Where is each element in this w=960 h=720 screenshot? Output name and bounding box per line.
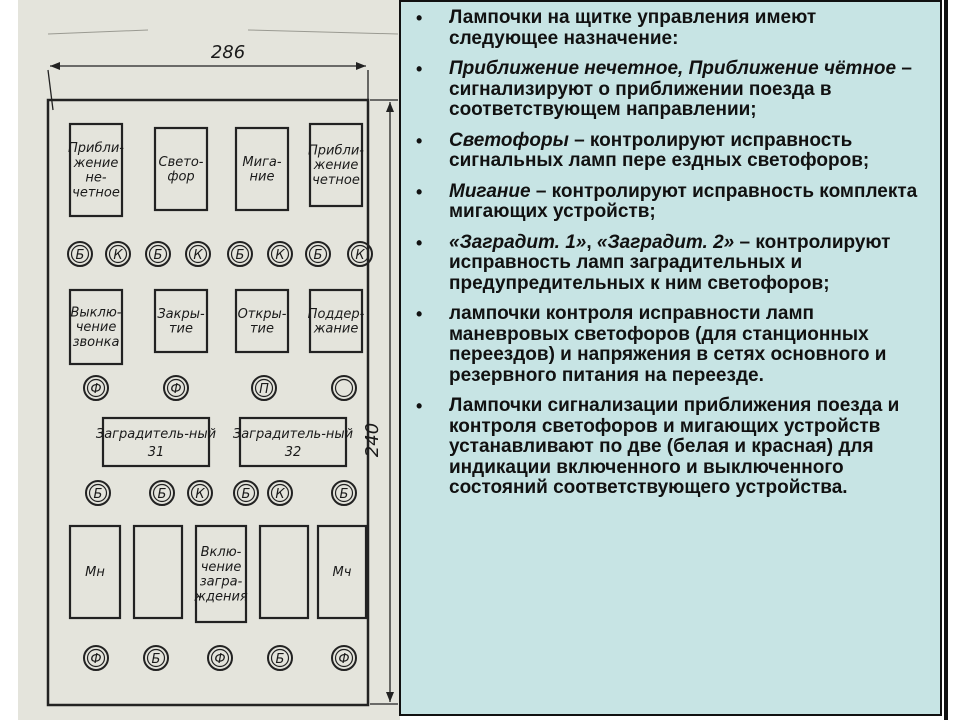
indicator-label-row6-2-line-2: загра-: [199, 574, 243, 590]
indicator-label-row6-0-line-0: Мн: [85, 565, 105, 581]
lamp-row2-2-letter: Б: [153, 248, 163, 263]
item-blinking-term: Мигание: [449, 180, 531, 202]
item-intro: • Лампочки на щитке управления имеют следующее назначение:: [416, 7, 817, 49]
item-blinking: • Мигание – контролируют исправность комплекта мигающих устройств;: [416, 180, 918, 222]
item-signaling: • Лампочки сигнализации приближения поезда и контроля светофоров и мигающих устройств устанавливают по две (белая и красная) для индикации включенного и выключенного состояний соответствующего устройства.: [416, 395, 900, 498]
item-signaling-text: Лампочки сигнализации приближения поезда и контроля светофоров и мигающих устройств устанавливают по две (белая и красная) для индикации включенного и выключенного состояний соответствующего устройства.: [449, 395, 900, 498]
indicator-label-row1-0-line-3: четное: [72, 185, 120, 201]
indicator-label-row3-2-line-0: Откры-: [237, 306, 287, 322]
item-signals: • Светофоры – контролируют исправность сигнальных ламп пере ездных светофоров;: [416, 129, 870, 171]
indicator-label-row6-4-line-0: Мч: [332, 565, 352, 581]
indicator-label-row1-2-line-0: Мига-: [242, 154, 282, 170]
lamp-row7-3-letter: Б: [275, 652, 285, 667]
item-barrier: • «Заградит. 1», «Заградит. 2» – контролируют исправность ламп заградительных и предупредительных к ним светофоров;: [416, 231, 891, 294]
item-control-lamps: • лампочки контроля исправности ламп маневровых светофоров (для станционных переездов) и напряжения в сетях основного и резервного питания на переезде.: [416, 303, 887, 386]
indicator-label-row1-3-line-2: четное: [312, 173, 360, 189]
lamp-row2-4-letter: Б: [235, 248, 245, 263]
indicator-label-row3-2-line-1: тие: [249, 321, 275, 337]
dimension-width-label: 286: [210, 42, 246, 63]
lamp-row2-5-letter: К: [275, 248, 285, 263]
panel-diagram: [18, 0, 400, 720]
item-barrier-term-2: «Заградит. 2»: [596, 231, 735, 253]
indicator-label-row1-3-line-0: Прибли-: [308, 143, 364, 159]
item-control-lamps-text: лампочки контроля исправности ламп маневровых светофоров (для станционных переездов) и напряжения в сетях основного и резервного питания на переезде.: [449, 303, 887, 386]
barrier-label-0-line-1: 31: [147, 445, 165, 460]
lamp-row7-0-letter: Ф: [90, 652, 102, 667]
lamp-row4-3-inner: [336, 380, 353, 397]
lamp-row5-2-letter: К: [195, 487, 205, 502]
indicator-label-row1-3-line-1: жение: [313, 158, 359, 174]
panel-drawing: [18, 0, 400, 720]
indicator-label-row3-1-line-0: Закры-: [157, 306, 205, 322]
item-barrier-sep: ,: [586, 231, 597, 253]
item-approach-text: – сигнализируют о приближении поезда в соответствующем направлении;: [449, 58, 912, 120]
indicator-label-row3-0-line-1: чение: [75, 320, 117, 336]
dimension-arrow-bottom: [386, 692, 394, 702]
item-blinking-text: – контролируют исправность комплекта мигающих устройств;: [449, 180, 918, 222]
lamp-row2-6-letter: Б: [313, 248, 323, 263]
lamp-row7-1-letter: Б: [151, 652, 161, 667]
indicator-label-row1-2-line-1: ние: [249, 169, 275, 185]
item-signals-text: – контролируют исправность сигнальных ламп пере ездных светофоров;: [449, 129, 870, 171]
lamp-row5-5-letter: Б: [339, 487, 349, 502]
lamp-row5-4-letter: К: [275, 487, 285, 502]
dimension-arrow-right: [356, 62, 366, 70]
indicator-label-row3-0-line-2: звонка: [72, 335, 120, 351]
indicator-label-row1-1-line-1: фор: [167, 169, 195, 185]
indicator-box-row6-1: [134, 526, 182, 618]
item-barrier-term-1: «Заградит. 1»: [449, 231, 587, 253]
indicator-label-row6-2-line-3: ждения: [194, 589, 248, 605]
item-signals-term: Светофоры: [449, 129, 569, 151]
dimension-arrow-left: [50, 62, 60, 70]
item-approach: • Приближение нечетное, Приближение чётное – сигнализируют о приближении поезда в соответствующем направлении;: [416, 58, 912, 120]
dimension-height-label: 240: [362, 422, 383, 458]
description-box: [399, 0, 942, 716]
indicator-label-row1-0-line-2: не-: [85, 170, 107, 186]
indicator-box-row6-3: [260, 526, 308, 618]
lamp-row2-0-letter: Б: [75, 248, 85, 263]
scan-mark: [48, 30, 148, 34]
lamp-row4-0-letter: Ф: [90, 382, 102, 397]
indicator-label-row3-1-line-1: тие: [168, 321, 194, 337]
lamp-row4-2-letter: П: [259, 382, 269, 397]
lamp-row5-1-letter: Б: [157, 487, 167, 502]
indicator-label-row3-3-line-1: жание: [313, 321, 359, 337]
lamp-row7-2-letter: Ф: [214, 652, 226, 667]
lamp-row5-3-letter: Б: [241, 487, 251, 502]
barrier-label-1-line-1: 32: [284, 445, 302, 460]
lamp-row7-4-letter: Ф: [338, 652, 350, 667]
indicator-label-row1-0-line-1: жение: [73, 155, 119, 171]
lamp-row2-3-letter: К: [193, 248, 203, 263]
indicator-label-row3-0-line-0: Выклю-: [70, 305, 122, 321]
right-edge-bar: [944, 0, 948, 720]
indicator-label-row1-1-line-0: Свето-: [158, 154, 204, 170]
diagram-group: [48, 30, 398, 705]
barrier-label-0-line-0: Заградитель-ный: [95, 427, 217, 442]
description-list: [413, 8, 930, 499]
item-intro-text: Лампочки на щитке управления имеют следующее назначение:: [449, 7, 817, 49]
indicator-label-row6-2-line-0: Вклю-: [200, 544, 242, 560]
scan-mark: [248, 30, 398, 34]
indicator-label-row1-0-line-0: Прибли-: [68, 140, 124, 156]
item-barrier-text: – контролируют исправность ламп заградительных и предупредительных к ним светофоров;: [449, 231, 891, 294]
lamp-row2-7-letter: К: [355, 248, 365, 263]
indicator-label-row6-2-line-1: чение: [200, 559, 242, 575]
indicator-label-row3-3-line-0: Поддер-: [307, 306, 365, 322]
lamp-row4-1-letter: Ф: [170, 382, 182, 397]
item-approach-term: Приближение нечетное, Приближение чётное: [449, 58, 897, 79]
lamp-row2-1-letter: К: [113, 248, 123, 263]
dimension-arrow-top: [386, 102, 394, 112]
barrier-label-1-line-0: Заградитель-ный: [232, 427, 354, 442]
lamp-row5-0-letter: Б: [93, 487, 103, 502]
